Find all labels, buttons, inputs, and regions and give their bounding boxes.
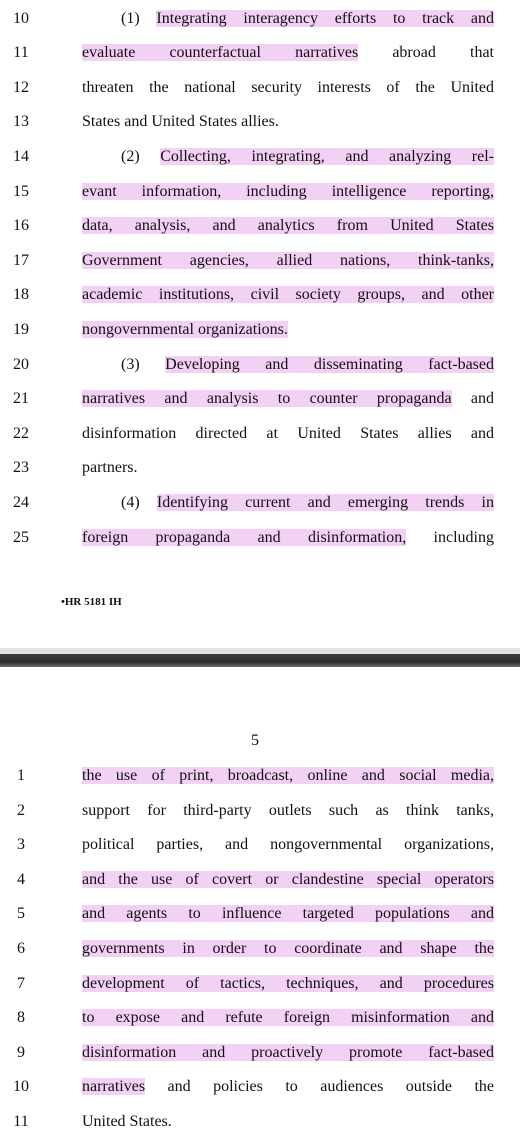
line-number: 7: [17, 974, 25, 992]
highlighted-text: foreign propaganda and disinformation,: [82, 528, 407, 546]
line-text: [82, 974, 494, 994]
line-text: [82, 939, 494, 959]
bill-footer: •HR 5181 IH: [61, 596, 122, 608]
highlighted-text: and agents to influence targeted populations and: [82, 905, 494, 923]
text-line: [0, 1001, 520, 1035]
line-text: [82, 78, 494, 98]
line-number: 18: [13, 286, 29, 304]
text-line: [0, 794, 520, 828]
text-line: [0, 486, 520, 520]
line-number: 1: [17, 767, 25, 784]
highlighted-text: academic institutions, civil society groups, and other: [82, 286, 494, 304]
line-number: 21: [13, 390, 29, 408]
text-line: [0, 897, 520, 931]
text-line: [0, 175, 520, 209]
plain-text: political parties, and nongovernmental organizations,: [82, 836, 494, 854]
plain-text: (2): [121, 147, 161, 165]
text-line: [0, 71, 520, 105]
document-page-5: [0, 667, 520, 1142]
text-line: [0, 451, 520, 485]
line-text: [121, 147, 494, 167]
line-text: [121, 493, 494, 513]
line-text: [82, 43, 494, 63]
text-line: [0, 278, 520, 312]
text-line: [0, 417, 520, 451]
text-line: [0, 36, 520, 70]
highlighted-text: development of tactics, techniques, and procedures: [82, 974, 494, 992]
line-text: [82, 216, 494, 236]
line-text: [82, 528, 494, 548]
line-text: [82, 458, 494, 478]
line-text: [82, 320, 494, 340]
text-line: [0, 209, 520, 243]
page-number: 5: [251, 732, 259, 749]
highlighted-text: evant information, including intelligence reporting,: [82, 182, 494, 200]
line-text: [82, 1077, 494, 1097]
text-line: [0, 2, 520, 36]
highlighted-text: nongovernmental organizations.: [82, 320, 288, 338]
text-line: [0, 313, 520, 347]
text-line: [0, 759, 520, 793]
line-number: 23: [13, 459, 29, 477]
highlighted-text: Government agencies, allied nations, think-tanks,: [82, 251, 494, 269]
highlighted-text: evaluate counterfactual narratives: [82, 44, 359, 62]
highlighted-text: disinformation and proactively promote fact-based: [82, 1043, 494, 1061]
line-number: 9: [17, 1043, 25, 1061]
plain-text: (1): [121, 9, 157, 27]
line-number: 19: [13, 320, 29, 338]
line-number: 10: [13, 1078, 29, 1096]
line-number: 2: [17, 801, 25, 819]
line-number: 11: [13, 1113, 29, 1130]
line-text: [121, 9, 494, 29]
plain-text: (4): [121, 493, 157, 511]
line-text: [82, 182, 494, 202]
line-text: [82, 904, 494, 924]
highlighted-text: Collecting, integrating, and analyzing rel-: [160, 147, 495, 165]
text-line: [0, 105, 520, 139]
line-number: 3: [17, 836, 25, 854]
text-line: [0, 1070, 520, 1104]
plain-text: States and United States allies.: [82, 113, 279, 131]
highlighted-text: Integrating interagency efforts to track and: [156, 9, 495, 27]
plain-text: United States.: [82, 1113, 172, 1130]
line-number: 6: [17, 940, 25, 957]
plain-text: partners.: [82, 459, 138, 477]
line-number: 25: [13, 528, 29, 546]
highlighted-text: narratives and analysis to counter propaganda: [82, 390, 452, 408]
highlighted-text: Developing and disseminating fact-based: [165, 355, 494, 373]
line-number: 13: [13, 113, 29, 131]
plain-text: threaten the national security interests of the United: [82, 78, 494, 96]
text-line: [0, 244, 520, 278]
line-text: [82, 801, 494, 821]
plain-text: disinformation directed at United States allies and: [82, 424, 494, 442]
line-text: [82, 1112, 494, 1132]
text-line: [0, 1105, 520, 1139]
line-text: [82, 424, 494, 444]
highlighted-text: data, analysis, and analytics from United States: [82, 217, 494, 235]
page-break-divider: [0, 648, 520, 667]
highlighted-text: Identifying current and emerging trends in: [156, 493, 495, 511]
line-text: [82, 870, 494, 890]
line-number: 15: [13, 182, 29, 200]
line-number: 12: [13, 78, 29, 96]
line-number: 8: [17, 1009, 25, 1027]
line-text: [82, 1008, 494, 1028]
text-line: [0, 967, 520, 1001]
plain-text: and policies to audiences outside the: [145, 1078, 494, 1096]
line-text: [82, 285, 494, 305]
line-text: [82, 835, 494, 855]
text-line: [0, 828, 520, 862]
plain-text: abroad that: [358, 44, 494, 62]
text-line: [0, 348, 520, 382]
line-number: 16: [13, 217, 29, 235]
line-number: 10: [13, 9, 29, 27]
highlighted-text: governments in order to coordinate and shape the: [82, 940, 494, 957]
highlighted-text: the use of print, broadcast, online and social media,: [82, 767, 494, 784]
line-text: [82, 251, 494, 271]
line-text: [82, 1043, 494, 1063]
text-line: [0, 140, 520, 174]
text-line: [0, 521, 520, 555]
line-text: [121, 355, 494, 375]
plain-text: (3): [121, 355, 166, 373]
highlighted-text: narratives: [82, 1078, 146, 1096]
text-line: [0, 863, 520, 897]
line-number: 17: [13, 251, 29, 269]
line-number: 22: [13, 424, 29, 442]
line-text: [82, 389, 494, 409]
line-text: [82, 766, 494, 786]
line-number: 24: [13, 493, 29, 511]
line-text: [82, 112, 494, 132]
plain-text: support for third-party outlets such as think tanks,: [82, 801, 494, 819]
highlighted-text: to expose and refute foreign misinformation and: [82, 1009, 494, 1027]
line-number: 5: [17, 905, 25, 923]
plain-text: and: [451, 390, 494, 408]
line-number: 14: [13, 147, 29, 165]
line-number: 4: [17, 870, 25, 888]
text-line: [0, 1036, 520, 1070]
text-line: [0, 382, 520, 416]
line-number: 20: [13, 355, 29, 373]
text-line: [0, 932, 520, 966]
plain-text: including: [406, 528, 494, 546]
line-number: 11: [13, 44, 29, 62]
highlighted-text: and the use of covert or clandestine special operators: [82, 870, 494, 888]
